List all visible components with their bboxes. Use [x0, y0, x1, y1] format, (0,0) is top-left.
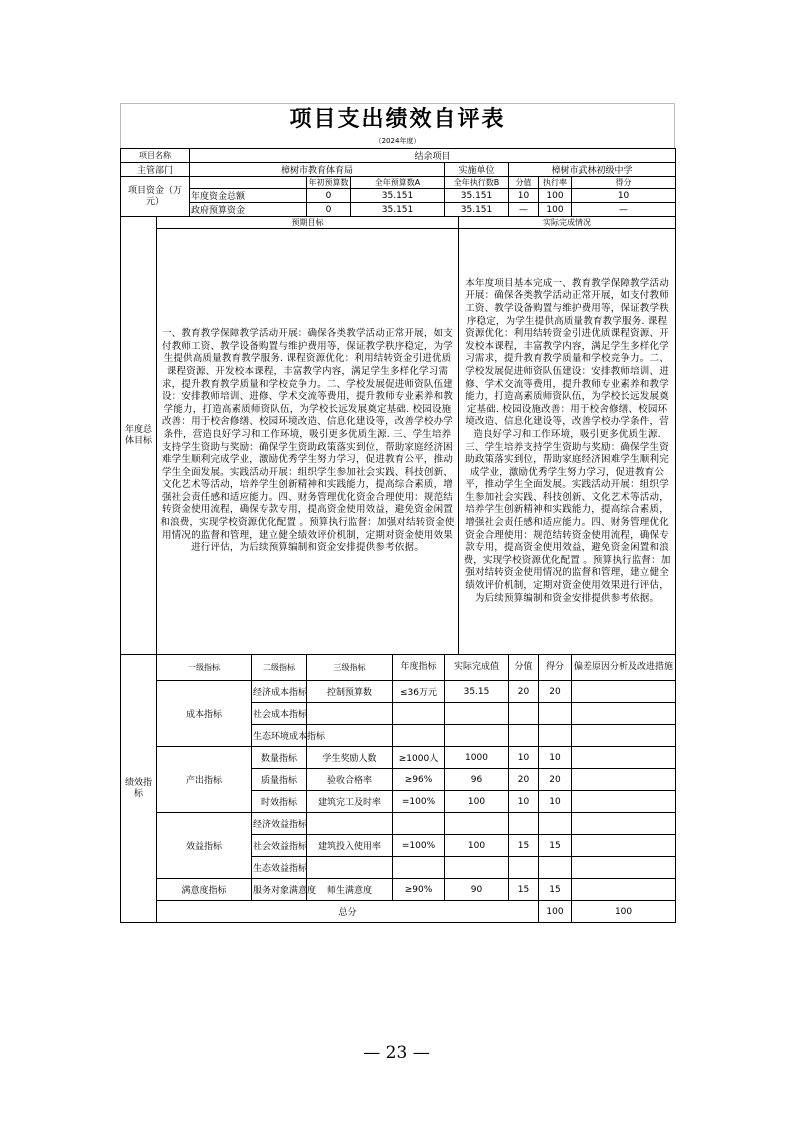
ind-score: 15 — [539, 879, 572, 901]
ind-actual: 35.15 — [445, 681, 509, 703]
expected-goal-text: 一、教育教学保障教学活动开展：确保各类教学活动正常开展，如支付教师工资、教学设备购置与维护费用等，保证教学秩序稳定，为学生提供高质量教育教学服务. 课程资源优化：利用结转资金引进优质课程资源、开发校本课程，丰富教学内容，满足学生多样化学习需求，提升教育教学质量和学校竞争力。二、学校发展促进师资队伍建设：安排教师培训、进修、学术交流等费用，提升教师专业素养和教学能力，打造高素质师资队伍，为学校长远发展奠定基础. 校园设施改善：用于校舍修缮、校园环境改造、信息化建设等，改善学校办学条件，营造良好学习和工作环境，吸引更多优质生源. 三、学生培养支持学生资助与奖励：确保学生资助政策落实到位，帮助家庭经济困难学生顺利完成学业，激励优秀学生努力学习，促进教育公平，推动学生全面发展。实践活动开展：组织学生参加社会实践、科技创新、文化艺术等活动，培养学生创新精神和实践能力，提高综合素质，增强社会责任感和适应能力。四、财务管理优化资金合理使用：规范结转资金使用流程，确保专款专用，提高资金使用效益，避免资金闲置和浪费，实现学校资源优化配置 。预算执行监督：加强对结转资金使用情况的监督和管理，建立健全绩效评价机制，定期对资金使用效果进行评估，为后续预算编制和资金安排提供参考依据。 — [157, 229, 459, 655]
ind-level2: 社会效益指标 — [252, 835, 307, 857]
funds-row-name: 政府预算资金 — [190, 203, 307, 217]
ind-level3 — [307, 857, 393, 879]
ind-score — [539, 703, 572, 725]
ind-actual — [445, 703, 509, 725]
ind-actual: 100 — [445, 791, 509, 813]
page-number: — 23 — — [363, 1043, 430, 1063]
ind-weight — [509, 813, 539, 835]
ind-level1-satisfaction: 满意度指标 — [157, 879, 252, 901]
ind-weight: 15 — [509, 835, 539, 857]
ind-deviation — [572, 703, 676, 725]
ind-actual: 96 — [445, 769, 509, 791]
ind-target — [393, 725, 445, 747]
ind-deviation — [572, 857, 676, 879]
ind-deviation — [572, 769, 676, 791]
expected-goal-header: 预期目标 — [157, 217, 459, 229]
funds-row-annual: 35.151 — [351, 203, 445, 217]
funds-header-weight: 分值 — [509, 177, 539, 189]
evaluation-table — [120, 148, 676, 923]
ind-target: ≥90% — [393, 879, 445, 901]
ind-target: =100% — [393, 791, 445, 813]
ind-header-deviation: 偏差原因分析及改进措施 — [572, 655, 676, 681]
ind-score: 10 — [539, 747, 572, 769]
project-name-value: 结余项目 — [190, 149, 676, 163]
ind-weight — [509, 857, 539, 879]
ind-target: ≤36万元 — [393, 681, 445, 703]
funds-row-weight: — — [509, 203, 539, 217]
total-label: 总分 — [157, 901, 539, 923]
ind-level2: 经济效益指标 — [252, 813, 307, 835]
ind-target — [393, 813, 445, 835]
ind-weight: 15 — [509, 879, 539, 901]
ind-weight — [509, 703, 539, 725]
ind-score — [539, 725, 572, 747]
ind-header-score: 得分 — [539, 655, 572, 681]
ind-deviation — [572, 791, 676, 813]
ind-level1-output: 产出指标 — [157, 747, 252, 813]
funds-header-annual: 全年预算数A — [351, 177, 445, 189]
ind-level3: 建筑投入使用率 — [307, 835, 393, 857]
ind-header-actual: 实际完成值 — [445, 655, 509, 681]
ind-level2: 社会成本指标 — [252, 703, 307, 725]
ind-score: 20 — [539, 681, 572, 703]
ind-weight: 20 — [509, 769, 539, 791]
ind-header-weight: 分值 — [509, 655, 539, 681]
ind-target: ≥96% — [393, 769, 445, 791]
ind-actual — [445, 725, 509, 747]
ind-level2: 生态效益指标 — [252, 857, 307, 879]
funds-row-executed: 35.151 — [445, 203, 509, 217]
ind-level2: 时效指标 — [252, 791, 307, 813]
dept-value: 樟树市教育体育局 — [190, 163, 445, 177]
ind-level3 — [307, 703, 393, 725]
evaluation-form — [120, 103, 675, 923]
ind-score: 20 — [539, 769, 572, 791]
ind-level2: 数量指标 — [252, 747, 307, 769]
ind-deviation — [572, 725, 676, 747]
ind-score: 10 — [539, 791, 572, 813]
ind-header-level3: 三级指标 — [307, 655, 393, 681]
funds-row-initial: 0 — [307, 189, 351, 203]
funds-row-name: 年度资金总额 — [190, 189, 307, 203]
ind-level2: 服务对象满意度 — [252, 879, 307, 901]
ind-actual — [445, 857, 509, 879]
project-name-label: 项目名称 — [121, 149, 190, 163]
ind-level2: 经济成本指标 — [252, 681, 307, 703]
funds-header-executed: 全年执行数B — [445, 177, 509, 189]
ind-header-target: 年度指标 — [393, 655, 445, 681]
ind-score — [539, 857, 572, 879]
funds-header-initial: 年初预算数 — [308, 178, 349, 187]
ind-target: ≥1000人 — [393, 747, 445, 769]
ind-level3 — [307, 813, 393, 835]
funds-row-rate: 100 — [539, 203, 572, 217]
form-title: 项目支出绩效自评表 — [120, 103, 675, 134]
ind-level2: 生态环境成本指标 — [252, 725, 307, 747]
ind-target — [393, 857, 445, 879]
ind-header-level2: 二级指标 — [252, 655, 307, 681]
ind-level3: 师生满意度 — [307, 879, 393, 901]
ind-weight — [509, 725, 539, 747]
ind-weight: 10 — [509, 791, 539, 813]
actual-result-text: 本年度项目基本完成一、教育教学保障教学活动开展：确保各类教学活动正常开展，如支付教师工资、教学设备购置与维护费用等，保证教学秩序稳定，为学生提供高质量教育教学服务. 课程资源优化：利用结转资金引进优质课程资源、开发校本课程，丰富教学内容，满足学生多样化学习需求，提升教育教学质量和学校竞争力。二、学校发展促进师资队伍建设：安排教师培训、进修、学术交流等费用，提升教师专业素养和教学能力，打造高素质师资队伍，为学校长远发展奠定基础. 校园设施改善：用于校舍修缮、校园环境改造、信息化建设等，改善学校办学条件，营造良好学习和工作环境，吸引更多优质生源. 三、学生培养支持学生资助与奖励：确保学生资助政策落实到位，帮助家庭经济困难学生顺利完成学业，激励优秀学生努力学习，促进教育公平，推动学生全面发展。实践活动开展：组织学生参加社会实践、科技创新、文化艺术等活动，培养学生创新精神和实践能力，提高综合素质，增强社会责任感和适应能力。四、财务管理优化资金合理使用：规范结转资金使用流程，确保专款专用，提高资金使用效益，避免资金闲置和浪费，实现学校资源优化配置 。预算执行监督：加强对结转资金使用情况的监督和管理，建立健全绩效评价机制，定期对资金使用效果进行评估，为后续预算编制和资金安排提供参考依据。 — [459, 229, 676, 655]
ind-score — [539, 813, 572, 835]
ind-actual: 100 — [445, 835, 509, 857]
ind-deviation — [572, 813, 676, 835]
actual-result-header: 实际完成情况 — [459, 217, 676, 229]
ind-deviation — [572, 681, 676, 703]
funds-row-score: — — [572, 203, 676, 217]
ind-level1-cost: 成本指标 — [157, 681, 252, 747]
funds-row-annual: 35.151 — [351, 189, 445, 203]
ind-level3: 建筑完工及时率 — [307, 791, 393, 813]
funds-row-initial: 0 — [307, 203, 351, 217]
funds-row-score: 10 — [572, 189, 676, 203]
ind-actual — [445, 813, 509, 835]
ind-weight: 20 — [509, 681, 539, 703]
goals-section-label: 年度总体目标 — [121, 217, 157, 655]
ind-deviation — [572, 879, 676, 901]
dept-label: 主管部门 — [121, 163, 190, 177]
indicators-section-label: 绩效指标 — [121, 655, 157, 923]
funds-header-blank — [190, 177, 307, 189]
ind-deviation — [572, 747, 676, 769]
ind-score: 15 — [539, 835, 572, 857]
total-weight: 100 — [539, 901, 572, 923]
funds-label: 项目资金（万元） — [121, 177, 190, 217]
funds-row-rate: 100 — [539, 189, 572, 203]
ind-actual: 90 — [445, 879, 509, 901]
ind-header-level1: 一级指标 — [157, 655, 252, 681]
ind-level3: 学生奖励人数 — [307, 747, 393, 769]
ind-target — [393, 703, 445, 725]
funds-row-weight: 10 — [509, 189, 539, 203]
ind-weight: 10 — [509, 747, 539, 769]
ind-level3: 控制预算数 — [307, 681, 393, 703]
unit-label: 实施单位 — [445, 163, 509, 177]
ind-target: =100% — [393, 835, 445, 857]
ind-level1-benefit: 效益指标 — [157, 813, 252, 879]
ind-level3: 验收合格率 — [307, 769, 393, 791]
total-score: 100 — [572, 901, 676, 923]
funds-header-rate: 执行率 — [539, 177, 572, 189]
ind-actual: 1000 — [445, 747, 509, 769]
unit-value: 樟树市武林初级中学 — [509, 163, 676, 177]
ind-level2: 质量指标 — [252, 769, 307, 791]
year-note: （2024年度） — [120, 134, 675, 148]
funds-header-score: 得分 — [572, 177, 676, 189]
ind-deviation — [572, 835, 676, 857]
funds-row-executed: 35.151 — [445, 189, 509, 203]
